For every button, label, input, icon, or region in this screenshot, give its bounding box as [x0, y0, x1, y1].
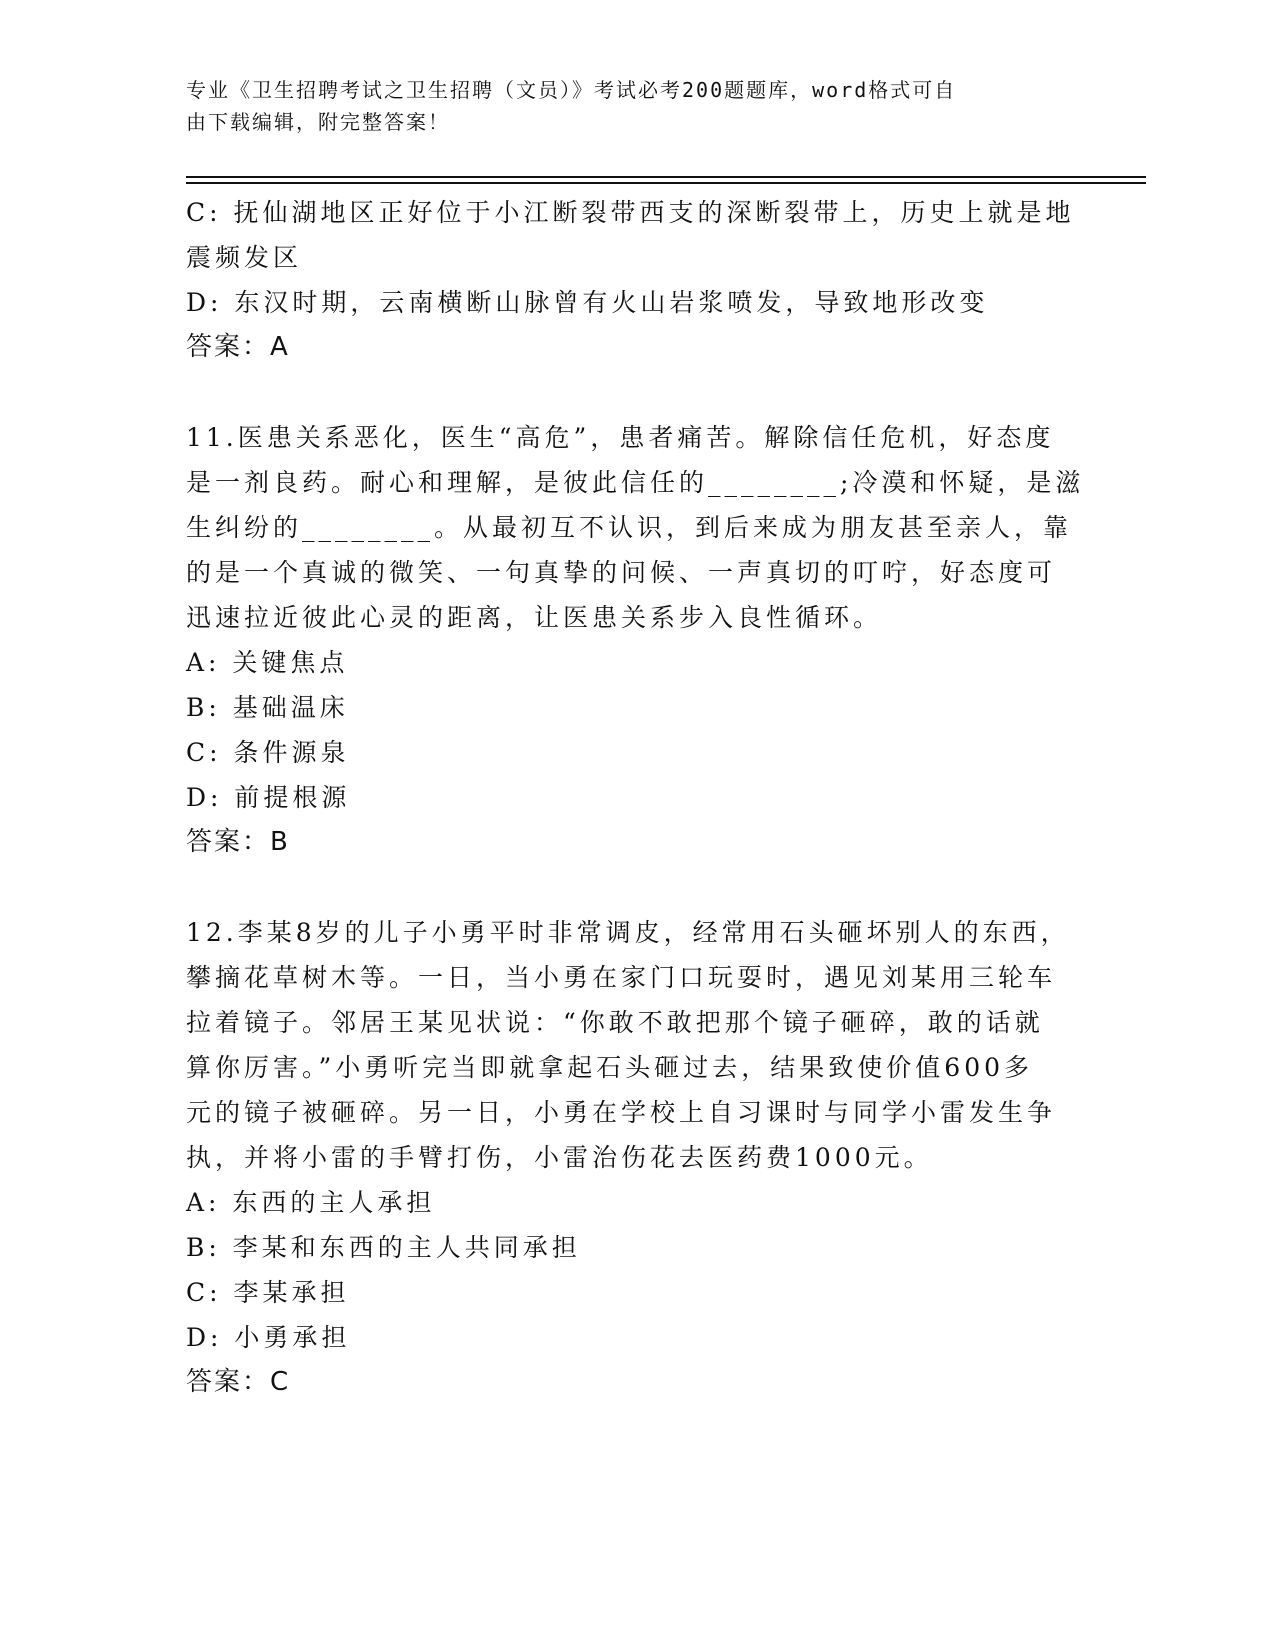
- q10-option-d: D: 东汉时期，云南横断山脉曾有火山岩浆喷发，导致地形改变: [186, 288, 989, 317]
- q11-option-b: B: 基础温床: [186, 693, 349, 722]
- q12-stem-line: 执，并将小雷的手臂打伤，小雷治伤花去医药费1000元。: [186, 1143, 933, 1172]
- q11-option-a: A: 关键焦点: [186, 648, 349, 677]
- q10-option-c-line-1: C: 抚仙湖地区正好位于小江断裂带西支的深断裂带上，历史上就是地: [186, 198, 1075, 227]
- question-10-remainder: [186, 190, 1075, 370]
- header-divider-top: [186, 176, 1146, 178]
- q10-option-c-line-2: 震频发区: [186, 243, 303, 272]
- q12-option-c: C: 李某承担: [186, 1278, 350, 1307]
- q11-stem-line: 迅速拉近彼此心灵的距离，让医患关系步入良性循环。: [186, 603, 883, 632]
- q12-option-a: A: 东西的主人承担: [186, 1188, 436, 1217]
- q11-answer: 答案：B: [186, 827, 290, 857]
- q12-stem-line: 拉着镜子。邻居王某见状说：“你敢不敢把那个镜子砸碎，敢的话就: [186, 1008, 1044, 1037]
- document-header: [186, 74, 1066, 138]
- q12-stem-line: 算你厉害。”小勇听完当即就拿起石头砸过去，结果致使价值600多: [186, 1053, 1034, 1082]
- q11-stem-line: 11.医患关系恶化，医生“高危”，患者痛苦。解除信任危机，好态度: [186, 423, 1055, 452]
- header-title-line-2: 由下载编辑，附完整答案！: [186, 110, 450, 134]
- q12-option-d: D: 小勇承担: [186, 1323, 351, 1352]
- question-12: [186, 910, 1070, 1405]
- q12-stem-line: 元的镜子被砸碎。另一日，小勇在学校上自习课时与同学小雷发生争: [186, 1098, 1057, 1127]
- q11-stem-line: 是一剂良药。耐心和理解，是彼此信任的________;冷漠和怀疑，是滋: [186, 468, 1085, 497]
- q12-answer: 答案：C: [186, 1367, 291, 1397]
- header-divider-bottom: [186, 182, 1146, 184]
- question-spacer: [186, 865, 1066, 910]
- q12-option-b: B: 李某和东西的主人共同承担: [186, 1233, 581, 1262]
- q11-option-d: D: 前提根源: [186, 783, 351, 812]
- q12-stem-line: 12.李某8岁的儿子小勇平时非常调皮，经常用石头砸坏别人的东西，: [186, 918, 1070, 947]
- q11-option-c: C: 条件源泉: [186, 738, 350, 767]
- question-spacer: [186, 370, 1066, 415]
- q11-stem-line: 的是一个真诚的微笑、一句真挚的问候、一声真切的叮咛，好态度可: [186, 558, 1057, 587]
- document-body: [186, 190, 1085, 1405]
- q11-stem-line: 生纠纷的________。从最初互不认识，到后来成为朋友甚至亲人，靠: [186, 513, 1073, 542]
- question-11: [186, 415, 1085, 865]
- q12-stem-line: 攀摘花草树木等。一日，当小勇在家门口玩耍时，遇见刘某用三轮车: [186, 963, 1057, 992]
- header-title-line-1: 专业《卫生招聘考试之卫生招聘（文员）》考试必考200题题库，word格式可自: [186, 78, 957, 102]
- q10-answer: 答案：A: [186, 332, 290, 362]
